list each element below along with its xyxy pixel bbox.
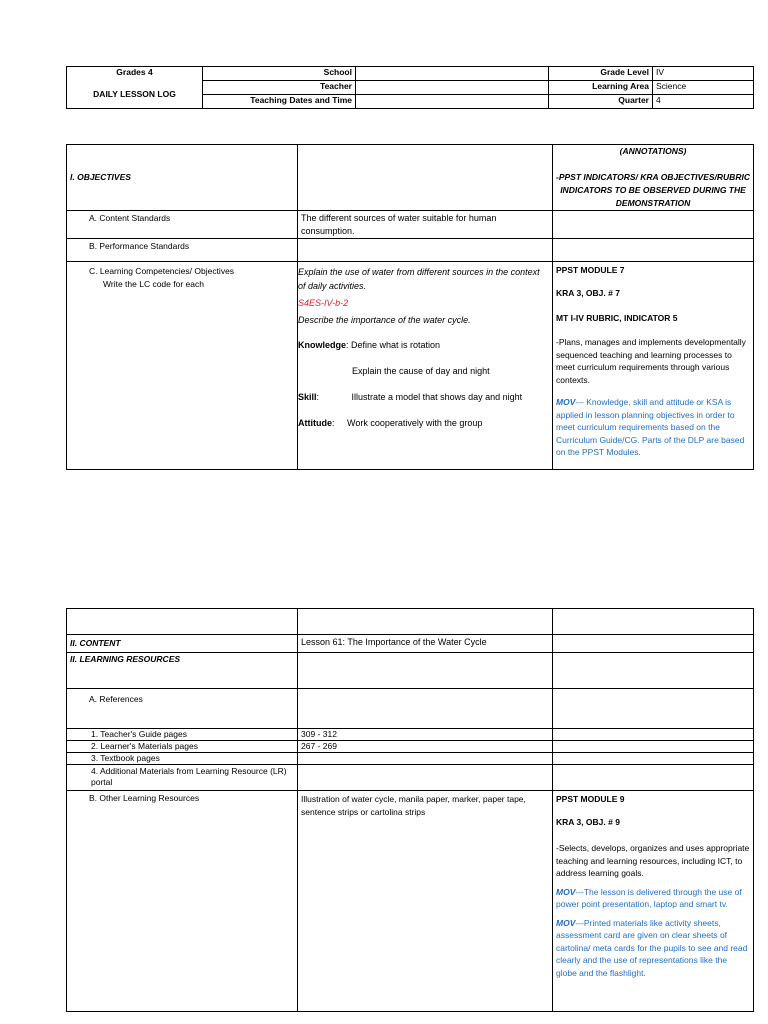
attitude-value: Work cooperatively with the group (347, 418, 483, 428)
daily-lesson-log-title: DAILY LESSON LOG (67, 81, 203, 109)
objectives-annotation-cell (553, 262, 754, 470)
tb-label: 3. Textbook pages (67, 753, 298, 765)
dates-label: Teaching Dates and Time (203, 95, 356, 109)
spacer (556, 386, 750, 396)
am-annotation (553, 765, 754, 791)
tg-label: 1. Teacher's Guide pages (67, 729, 298, 741)
quarter-value[interactable]: 4 (653, 95, 754, 109)
tg-annotation (553, 729, 754, 741)
skill-value: Illustrate a model that shows day and night (351, 392, 523, 402)
mov-label: MOV (556, 397, 576, 407)
spacer (556, 324, 750, 334)
grade-level-label: Grade Level (549, 67, 653, 81)
content-table (66, 608, 754, 1012)
competencies-label: C. Learning Competencies/ Objectives (89, 266, 235, 276)
mov-label: MOV (556, 886, 576, 897)
lm-annotation (553, 741, 754, 753)
mov-body: ---The lesson is delivered through the use of power point presentation, laptop and smart tv. (556, 886, 742, 909)
content-standards-label: A. Content Standards (67, 211, 298, 239)
references-annotation (553, 689, 754, 729)
attitude-line (298, 416, 549, 430)
learning-resources-label: II. LEARNING RESOURCES (67, 653, 298, 689)
kra-obj-7: KRA 3, OBJ. # 7 (556, 288, 620, 298)
lm-value: 267 - 269 (298, 741, 553, 753)
lm-label: 2. Learner's Materials pages (67, 741, 298, 753)
learning-resources-value (298, 653, 553, 689)
spacer (556, 299, 750, 309)
competency-line-2: Describe the importance of the water cycle. (298, 315, 471, 325)
skill-colon: : (316, 392, 320, 402)
olr-label: B. Other Learning Resources (67, 791, 298, 1012)
grades-label: Grades 4 (67, 67, 203, 81)
indicator-text-7: -Plans, manages and implements developmentally sequenced teaching and learning processes to meet curriculum requirements through various contexts. (556, 337, 746, 385)
knowledge-value-2: Explain the cause of day and night (352, 366, 490, 376)
am-label: 4. Additional Materials from Learning Resource (LR) portal (67, 765, 298, 791)
learning-area-value[interactable]: Science (653, 81, 754, 95)
attitude-colon: : (332, 418, 335, 428)
teacher-value[interactable] (356, 81, 549, 95)
rubric-indicator-5: MT I-IV RUBRIC, INDICATOR 5 (556, 313, 678, 323)
content-annotation (553, 635, 754, 653)
spacer (556, 828, 750, 838)
knowledge-value: : Define what is rotation (346, 340, 441, 350)
objectives-label: I. OBJECTIVES (70, 172, 131, 182)
content-standards-value: The different sources of water suitable for human consumption. (298, 211, 553, 239)
blank-cell (553, 609, 754, 635)
spacer (556, 805, 750, 815)
mov-text-9a (556, 886, 750, 911)
mov-text-9b (556, 917, 750, 980)
competencies-cell (67, 262, 298, 470)
mov-body: ---Printed materials like activity sheets, assessment card are given on clear sheets of cartolina/ meta cards for the pupils to see and read clearly and the use of representations like the globe and the flashlight. (556, 917, 748, 978)
blank-cell (67, 609, 298, 635)
mov-body: --- Knowledge, skill and attitude or KSA is applied in lesson planning objectives in order to meet curriculum requirements based on the Curriculum Guide/CG. Parts of the DLP are based on the PPST Modules. (556, 397, 745, 457)
content-standards-annotation (553, 211, 754, 239)
objectives-empty-cell (298, 145, 553, 211)
annotations-title: (ANNOTATIONS) (619, 146, 687, 156)
competency-code: S4ES-IV-b-2 (298, 298, 349, 308)
annotations-cell (553, 145, 754, 211)
tb-value (298, 753, 553, 765)
blank-cell (298, 609, 553, 635)
skill-line (298, 390, 549, 404)
ppst-module-9: PPST MODULE 9 (556, 794, 625, 804)
competencies-sub: Write the LC code for each (103, 279, 204, 289)
resources-annotation-cell (553, 791, 754, 1012)
am-value (298, 765, 553, 791)
learning-area-label: Learning Area (549, 81, 653, 95)
competency-line-1: Explain the use of water from different sources in the context of daily activities. (298, 267, 540, 291)
kra-obj-9: KRA 3, OBJ. # 9 (556, 817, 620, 827)
objectives-section-label (67, 145, 298, 211)
quarter-label: Quarter (549, 95, 653, 109)
skill-label: Skill (298, 392, 317, 402)
performance-standards-value (298, 239, 553, 262)
learning-resources-annotation (553, 653, 754, 689)
objectives-table (66, 144, 754, 470)
school-value[interactable] (356, 67, 549, 81)
teacher-label: Teacher (203, 81, 356, 95)
references-label: A. References (67, 689, 298, 729)
school-label: School (203, 67, 356, 81)
ppst-module-7: PPST MODULE 7 (556, 265, 625, 275)
annotation-heading: -PPST INDICATORS/ KRA OBJECTIVES/RUBRIC INDICATORS TO BE OBSERVED DURING THE DEMONSTRATION (556, 172, 750, 208)
attitude-label: Attitude (298, 418, 332, 428)
grade-level-value[interactable]: IV (653, 67, 754, 81)
olr-value: Illustration of water cycle, manila paper, marker, paper tape, sentence strips or cartolina strips (298, 791, 553, 1012)
spacer (556, 276, 750, 286)
dates-value[interactable] (356, 95, 549, 109)
references-value (298, 689, 553, 729)
tg-value: 309 - 312 (298, 729, 553, 741)
knowledge-line (298, 338, 549, 352)
competencies-value-cell (298, 262, 553, 470)
content-value: Lesson 61: The Importance of the Water Cycle (298, 635, 553, 653)
performance-standards-label: B. Performance Standards (67, 239, 298, 262)
knowledge-label: Knowledge (298, 340, 347, 350)
header-table (66, 66, 754, 109)
mov-label: MOV (556, 917, 576, 928)
performance-standards-annotation (553, 239, 754, 262)
indicator-text-9: -Selects, develops, organizes and uses appropriate teaching and learning resources, including ICT, to address learning goals. (556, 843, 750, 878)
mov-text-7 (556, 396, 750, 459)
content-label: II. CONTENT (67, 635, 298, 653)
tb-annotation (553, 753, 754, 765)
